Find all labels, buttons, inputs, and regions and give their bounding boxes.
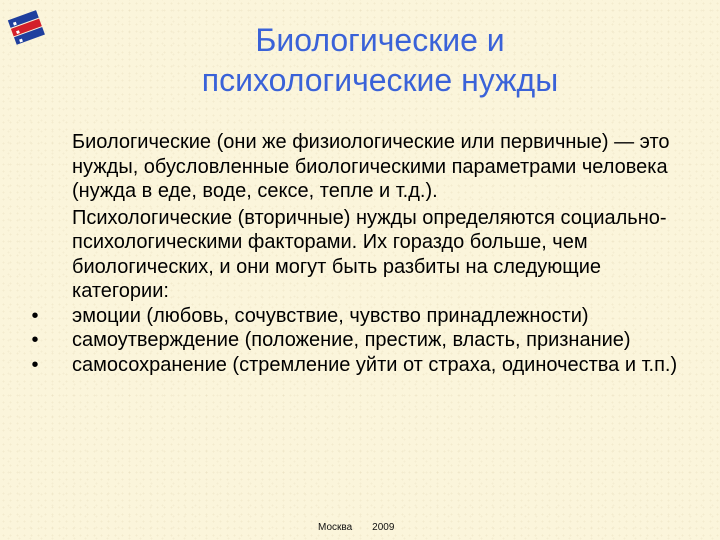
bullet-icon: • <box>31 329 39 351</box>
needs-category-list <box>31 304 692 378</box>
footer-city: Москва <box>318 522 353 533</box>
title-line-1: Биологические и <box>255 22 505 58</box>
slide-body <box>31 130 692 377</box>
list-item-text: самосохранение (стремление уйти от страха, одиночества и т.п.) <box>72 353 678 376</box>
title-line-2: психологические нужды <box>201 62 559 98</box>
slide-footer <box>318 522 394 534</box>
list-item-text: эмоции (любовь, сочувствие, чувство принадлежности) <box>72 304 589 327</box>
slide-title <box>40 20 720 100</box>
paragraph-biological: Биологические (они же физиологические или первичные) — это нужды, обусловленные биологическими параметрами человека (нужда в еде, воде, сексе, тепле и т.д.). <box>72 131 670 202</box>
list-item-text: самоутверждение (положение, престиж, власть, признание) <box>72 329 631 351</box>
list-item <box>31 328 692 353</box>
bullet-icon: • <box>31 304 39 327</box>
list-item <box>31 353 692 378</box>
footer-year: 2009 <box>372 522 395 533</box>
list-item <box>31 304 692 329</box>
bullet-icon: • <box>31 353 39 376</box>
paragraph-psychological: Психологические (вторичные) нужды определяются социально-психологическими факторами. Их гораздо больше, чем биологических, и они могут быть разбиты на следующие категории: <box>72 206 667 302</box>
